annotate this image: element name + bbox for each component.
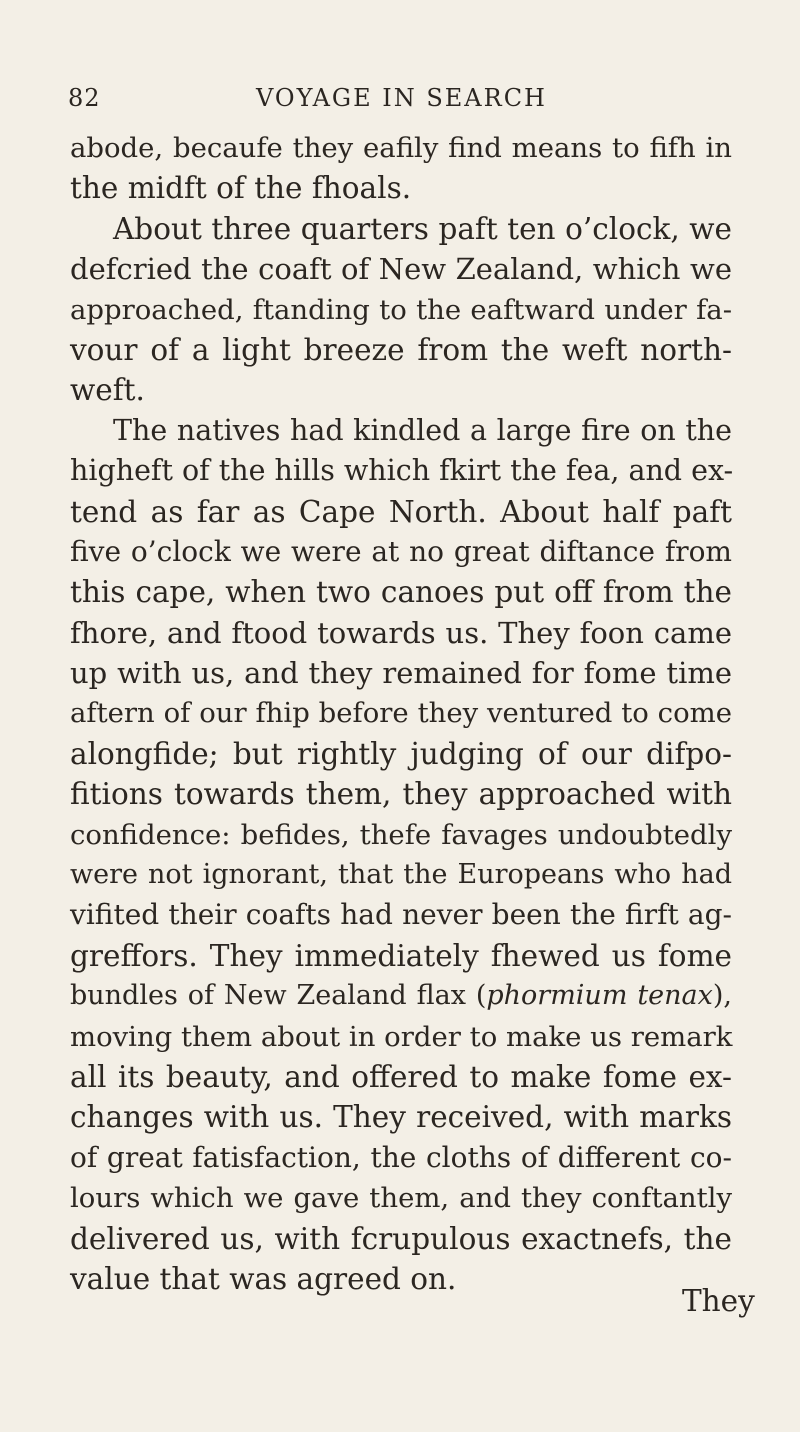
text-line: bundles of New Zealand flax (phormium tenax), [70,980,732,1012]
species-name: phormium tenax [486,980,713,1012]
text-line: tend as far as Cape North. About half paft [70,494,732,529]
catchword: They [682,1284,755,1318]
text-line: changes with us. They received, with marks [70,1100,732,1135]
text-line: weft. [70,373,145,408]
page-header [68,84,730,120]
text-line: fitions towards them, they approached with [70,777,732,812]
text-line: higheft of the hills which fkirt the fea, and ex- [70,454,734,488]
running-title: VOYAGE IN SEARCH [256,84,547,112]
text-line: delivered us, with fcrupulous exactnefs, the [70,1221,732,1256]
text-line: abode, becaufe they eafily find means to fifh in [70,132,732,164]
text-line: lours which we gave them, and they conftantly [70,1182,732,1215]
text-line: defcried the coaft of New Zealand, which we [70,252,732,287]
text-line: value that was agreed on. [70,1261,457,1296]
text-line: this cape, when two canoes put off from the [70,575,732,610]
body-text [70,128,732,1299]
text-line: confidence: befides, thefe favages undoubtedly [70,818,732,851]
text-line: all its beauty, and offered to make fome ex- [70,1059,732,1094]
text-line: aftern of our fhip before they ventured to come [70,697,732,730]
text-line: the midft of the fhoals. [70,171,412,206]
text-line: five o’clock we were at no great diftance from [70,534,732,568]
text-line: The natives had kindled a large fire on the [113,413,732,447]
page-number: 82 [68,84,101,112]
text-line: vifited their coafts had never been the firft ag- [70,898,732,932]
text-line: fhore, and ftood towards us. They foon came [70,615,732,650]
text-line: up with us, and they remained for fome time [70,656,732,691]
text-line: greffors. They immediately fhewed us fome [70,938,732,973]
text-line: vour of a light breeze from the weft north- [70,332,732,367]
text-line: were not ignorant, that the Europeans who had [70,859,732,891]
text-line: approached, ftanding to the eaftward under fa- [70,293,732,326]
text-line: moving them about in order to make us remark [70,1020,733,1053]
text-line: alongfide; but rightly judging of our difpo- [70,736,732,771]
text-line: of great fatisfaction, the cloths of different co- [70,1140,732,1174]
text-line: About three quarters paft ten o’clock, we [113,211,732,246]
